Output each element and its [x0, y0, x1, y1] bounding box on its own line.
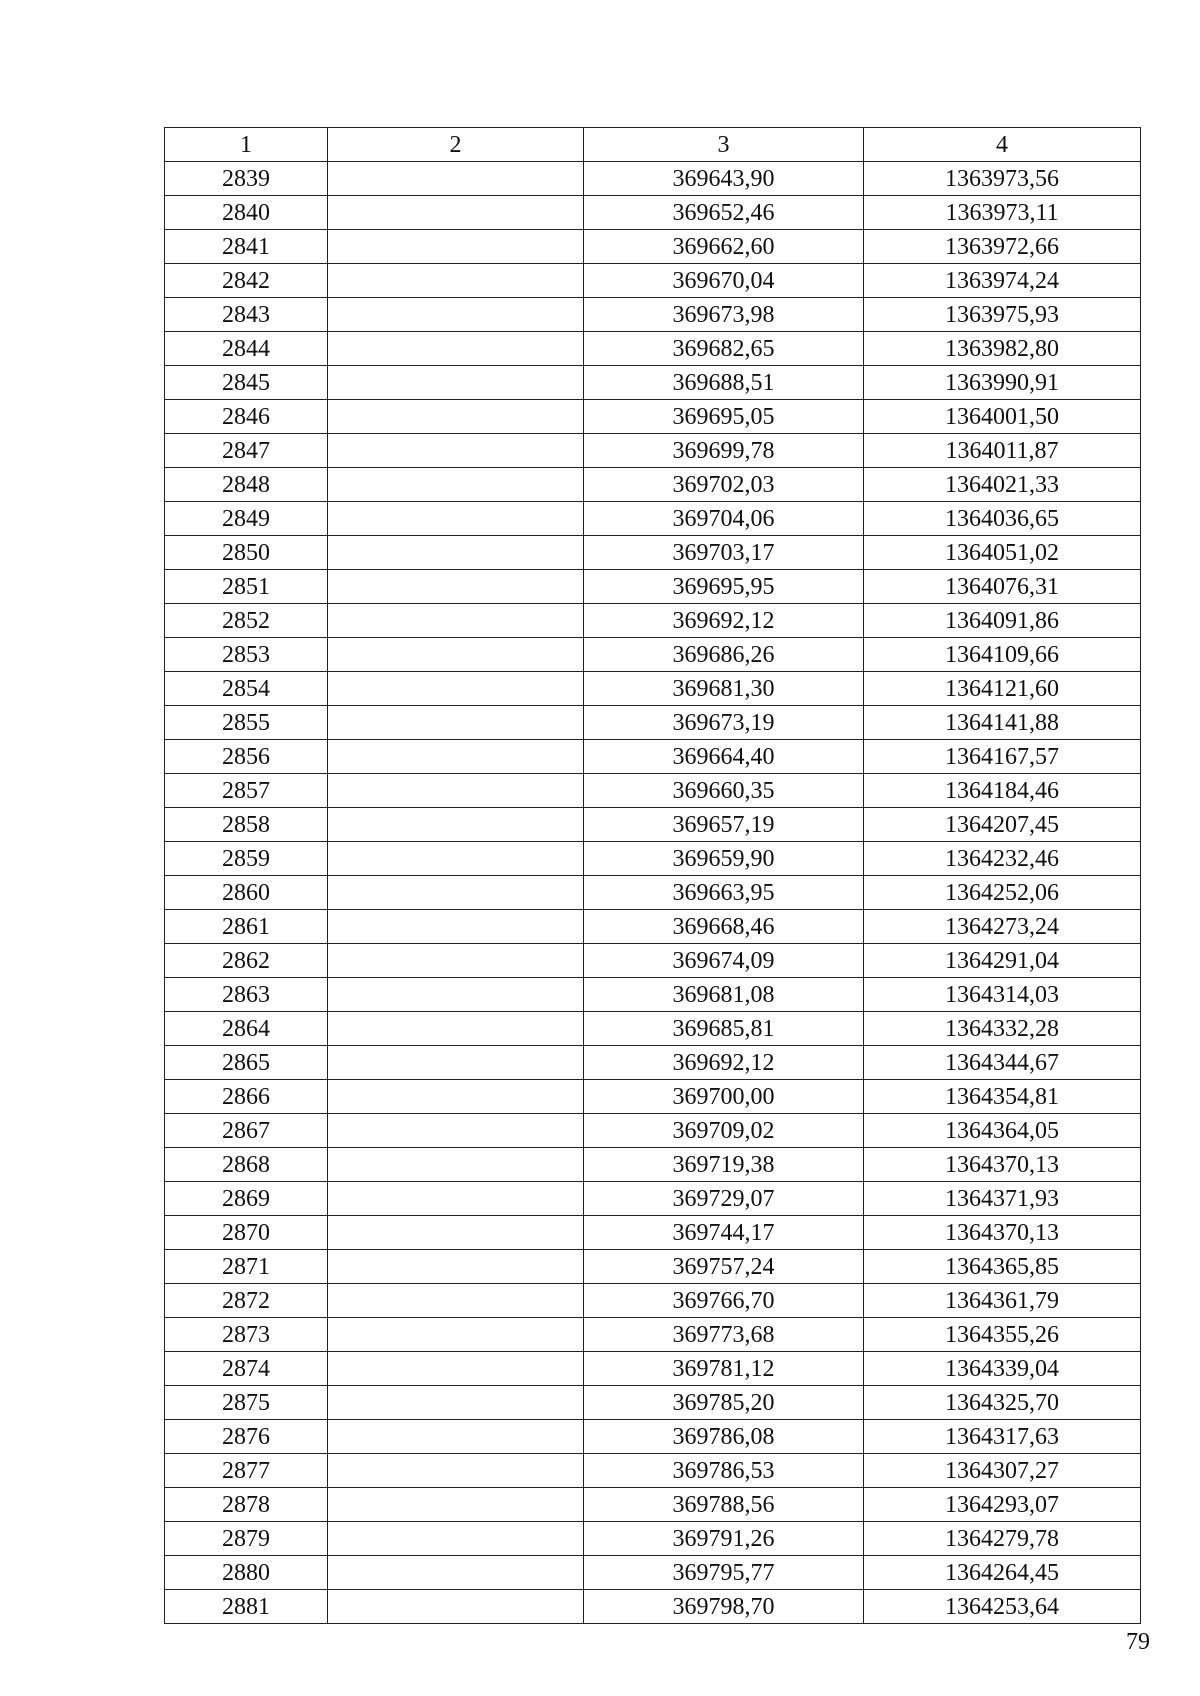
cell-point-number: 2850 — [165, 536, 328, 570]
cell-description — [328, 400, 584, 434]
table-row — [165, 196, 1141, 230]
table-row — [165, 1488, 1141, 1522]
table-row — [165, 366, 1141, 400]
cell-description — [328, 910, 584, 944]
cell-x-coordinate: 369757,24 — [584, 1250, 864, 1284]
cell-x-coordinate: 369700,00 — [584, 1080, 864, 1114]
cell-y-coordinate: 1364109,66 — [864, 638, 1141, 672]
cell-description — [328, 434, 584, 468]
table-row — [165, 672, 1141, 706]
cell-point-number: 2843 — [165, 298, 328, 332]
cell-x-coordinate: 369688,51 — [584, 366, 864, 400]
table-row — [165, 1318, 1141, 1352]
cell-y-coordinate: 1364279,78 — [864, 1522, 1141, 1556]
cell-y-coordinate: 1363982,80 — [864, 332, 1141, 366]
cell-description — [328, 638, 584, 672]
table-row — [165, 706, 1141, 740]
cell-description — [328, 944, 584, 978]
table-row — [165, 502, 1141, 536]
cell-description — [328, 366, 584, 400]
cell-point-number: 2847 — [165, 434, 328, 468]
table-row — [165, 1148, 1141, 1182]
cell-y-coordinate: 1364344,67 — [864, 1046, 1141, 1080]
cell-x-coordinate: 369704,06 — [584, 502, 864, 536]
table-body — [165, 162, 1141, 1624]
table-row — [165, 434, 1141, 468]
table-row — [165, 740, 1141, 774]
cell-x-coordinate: 369686,26 — [584, 638, 864, 672]
table-header-row — [165, 128, 1141, 162]
cell-description — [328, 1250, 584, 1284]
cell-description — [328, 1488, 584, 1522]
cell-point-number: 2854 — [165, 672, 328, 706]
cell-point-number: 2881 — [165, 1590, 328, 1624]
cell-point-number: 2876 — [165, 1420, 328, 1454]
cell-x-coordinate: 369682,65 — [584, 332, 864, 366]
cell-point-number: 2844 — [165, 332, 328, 366]
cell-x-coordinate: 369773,68 — [584, 1318, 864, 1352]
cell-y-coordinate: 1364036,65 — [864, 502, 1141, 536]
cell-point-number: 2879 — [165, 1522, 328, 1556]
cell-y-coordinate: 1363973,11 — [864, 196, 1141, 230]
cell-y-coordinate: 1364167,57 — [864, 740, 1141, 774]
cell-point-number: 2869 — [165, 1182, 328, 1216]
cell-description — [328, 162, 584, 196]
cell-point-number: 2871 — [165, 1250, 328, 1284]
cell-point-number: 2839 — [165, 162, 328, 196]
cell-description — [328, 1046, 584, 1080]
table-row — [165, 1250, 1141, 1284]
cell-description — [328, 1284, 584, 1318]
table-row — [165, 842, 1141, 876]
cell-point-number: 2859 — [165, 842, 328, 876]
header-col-2: 2 — [328, 128, 584, 162]
cell-y-coordinate: 1364091,86 — [864, 604, 1141, 638]
header-col-4: 4 — [864, 128, 1141, 162]
cell-description — [328, 842, 584, 876]
table-row — [165, 1114, 1141, 1148]
cell-point-number: 2840 — [165, 196, 328, 230]
cell-y-coordinate: 1363974,24 — [864, 264, 1141, 298]
cell-description — [328, 196, 584, 230]
cell-point-number: 2865 — [165, 1046, 328, 1080]
cell-description — [328, 332, 584, 366]
table-row — [165, 1454, 1141, 1488]
cell-point-number: 2845 — [165, 366, 328, 400]
page-number: 79 — [1126, 1629, 1150, 1655]
cell-x-coordinate: 369673,19 — [584, 706, 864, 740]
table-row — [165, 230, 1141, 264]
cell-description — [328, 502, 584, 536]
cell-x-coordinate: 369798,70 — [584, 1590, 864, 1624]
cell-y-coordinate: 1364355,26 — [864, 1318, 1141, 1352]
cell-description — [328, 1114, 584, 1148]
table-row — [165, 1590, 1141, 1624]
table-row — [165, 808, 1141, 842]
cell-x-coordinate: 369744,17 — [584, 1216, 864, 1250]
cell-description — [328, 1556, 584, 1590]
table-row — [165, 468, 1141, 502]
cell-x-coordinate: 369695,95 — [584, 570, 864, 604]
cell-x-coordinate: 369788,56 — [584, 1488, 864, 1522]
cell-point-number: 2866 — [165, 1080, 328, 1114]
cell-x-coordinate: 369795,77 — [584, 1556, 864, 1590]
cell-y-coordinate: 1364325,70 — [864, 1386, 1141, 1420]
cell-x-coordinate: 369786,08 — [584, 1420, 864, 1454]
cell-point-number: 2864 — [165, 1012, 328, 1046]
cell-y-coordinate: 1364273,24 — [864, 910, 1141, 944]
cell-y-coordinate: 1364339,04 — [864, 1352, 1141, 1386]
cell-description — [328, 1080, 584, 1114]
cell-description — [328, 808, 584, 842]
cell-description — [328, 1590, 584, 1624]
cell-y-coordinate: 1364370,13 — [864, 1216, 1141, 1250]
cell-x-coordinate: 369660,35 — [584, 774, 864, 808]
cell-description — [328, 1182, 584, 1216]
cell-description — [328, 468, 584, 502]
cell-description — [328, 876, 584, 910]
header-col-1: 1 — [165, 128, 328, 162]
cell-y-coordinate: 1364361,79 — [864, 1284, 1141, 1318]
cell-x-coordinate: 369670,04 — [584, 264, 864, 298]
cell-y-coordinate: 1364141,88 — [864, 706, 1141, 740]
cell-x-coordinate: 369681,30 — [584, 672, 864, 706]
table-row — [165, 978, 1141, 1012]
cell-description — [328, 1386, 584, 1420]
cell-point-number: 2853 — [165, 638, 328, 672]
cell-description — [328, 264, 584, 298]
cell-x-coordinate: 369781,12 — [584, 1352, 864, 1386]
table-row — [165, 1420, 1141, 1454]
cell-x-coordinate: 369673,98 — [584, 298, 864, 332]
cell-x-coordinate: 369695,05 — [584, 400, 864, 434]
cell-description — [328, 298, 584, 332]
table-row — [165, 1386, 1141, 1420]
cell-point-number: 2851 — [165, 570, 328, 604]
cell-point-number: 2872 — [165, 1284, 328, 1318]
table-row — [165, 1522, 1141, 1556]
cell-y-coordinate: 1364354,81 — [864, 1080, 1141, 1114]
cell-y-coordinate: 1364051,02 — [864, 536, 1141, 570]
cell-point-number: 2841 — [165, 230, 328, 264]
cell-description — [328, 1318, 584, 1352]
cell-point-number: 2852 — [165, 604, 328, 638]
cell-x-coordinate: 369692,12 — [584, 1046, 864, 1080]
table-row — [165, 1046, 1141, 1080]
table-row — [165, 604, 1141, 638]
table-row — [165, 910, 1141, 944]
cell-point-number: 2857 — [165, 774, 328, 808]
cell-y-coordinate: 1364291,04 — [864, 944, 1141, 978]
cell-x-coordinate: 369685,81 — [584, 1012, 864, 1046]
cell-description — [328, 1522, 584, 1556]
cell-point-number: 2867 — [165, 1114, 328, 1148]
cell-y-coordinate: 1363975,93 — [864, 298, 1141, 332]
table-row — [165, 570, 1141, 604]
table-row — [165, 1556, 1141, 1590]
cell-point-number: 2860 — [165, 876, 328, 910]
cell-x-coordinate: 369674,09 — [584, 944, 864, 978]
cell-y-coordinate: 1364184,46 — [864, 774, 1141, 808]
table-row — [165, 536, 1141, 570]
table-row — [165, 1182, 1141, 1216]
cell-y-coordinate: 1364293,07 — [864, 1488, 1141, 1522]
cell-point-number: 2873 — [165, 1318, 328, 1352]
cell-point-number: 2848 — [165, 468, 328, 502]
cell-y-coordinate: 1364232,46 — [864, 842, 1141, 876]
cell-y-coordinate: 1364076,31 — [864, 570, 1141, 604]
cell-point-number: 2856 — [165, 740, 328, 774]
table-row — [165, 1080, 1141, 1114]
cell-x-coordinate: 369652,46 — [584, 196, 864, 230]
table-row — [165, 1352, 1141, 1386]
cell-x-coordinate: 369719,38 — [584, 1148, 864, 1182]
table-row — [165, 638, 1141, 672]
table-row — [165, 876, 1141, 910]
cell-y-coordinate: 1364253,64 — [864, 1590, 1141, 1624]
cell-y-coordinate: 1364001,50 — [864, 400, 1141, 434]
cell-x-coordinate: 369766,70 — [584, 1284, 864, 1318]
cell-x-coordinate: 369709,02 — [584, 1114, 864, 1148]
cell-y-coordinate: 1363972,66 — [864, 230, 1141, 264]
cell-point-number: 2870 — [165, 1216, 328, 1250]
cell-description — [328, 1454, 584, 1488]
cell-description — [328, 774, 584, 808]
table-row — [165, 162, 1141, 196]
cell-y-coordinate: 1364317,63 — [864, 1420, 1141, 1454]
table-row — [165, 264, 1141, 298]
cell-point-number: 2858 — [165, 808, 328, 842]
cell-point-number: 2842 — [165, 264, 328, 298]
cell-x-coordinate: 369791,26 — [584, 1522, 864, 1556]
cell-description — [328, 1352, 584, 1386]
cell-point-number: 2846 — [165, 400, 328, 434]
cell-point-number: 2862 — [165, 944, 328, 978]
cell-y-coordinate: 1364332,28 — [864, 1012, 1141, 1046]
cell-y-coordinate: 1364252,06 — [864, 876, 1141, 910]
cell-description — [328, 672, 584, 706]
cell-point-number: 2874 — [165, 1352, 328, 1386]
cell-description — [328, 604, 584, 638]
cell-x-coordinate: 369699,78 — [584, 434, 864, 468]
cell-y-coordinate: 1364307,27 — [864, 1454, 1141, 1488]
cell-y-coordinate: 1363973,56 — [864, 162, 1141, 196]
cell-point-number: 2877 — [165, 1454, 328, 1488]
table-row — [165, 1216, 1141, 1250]
cell-description — [328, 978, 584, 1012]
cell-description — [328, 1148, 584, 1182]
cell-y-coordinate: 1364121,60 — [864, 672, 1141, 706]
cell-point-number: 2875 — [165, 1386, 328, 1420]
cell-y-coordinate: 1364207,45 — [864, 808, 1141, 842]
cell-y-coordinate: 1363990,91 — [864, 366, 1141, 400]
cell-y-coordinate: 1364314,03 — [864, 978, 1141, 1012]
table-row — [165, 944, 1141, 978]
cell-description — [328, 230, 584, 264]
cell-x-coordinate: 369692,12 — [584, 604, 864, 638]
cell-x-coordinate: 369643,90 — [584, 162, 864, 196]
cell-y-coordinate: 1364365,85 — [864, 1250, 1141, 1284]
cell-y-coordinate: 1364264,45 — [864, 1556, 1141, 1590]
cell-description — [328, 570, 584, 604]
cell-y-coordinate: 1364364,05 — [864, 1114, 1141, 1148]
cell-x-coordinate: 369681,08 — [584, 978, 864, 1012]
coordinates-table — [164, 127, 1141, 1624]
cell-y-coordinate: 1364370,13 — [864, 1148, 1141, 1182]
table-row — [165, 332, 1141, 366]
cell-x-coordinate: 369657,19 — [584, 808, 864, 842]
cell-point-number: 2880 — [165, 1556, 328, 1590]
cell-y-coordinate: 1364371,93 — [864, 1182, 1141, 1216]
cell-x-coordinate: 369664,40 — [584, 740, 864, 774]
cell-x-coordinate: 369703,17 — [584, 536, 864, 570]
cell-x-coordinate: 369663,95 — [584, 876, 864, 910]
cell-point-number: 2855 — [165, 706, 328, 740]
cell-y-coordinate: 1364011,87 — [864, 434, 1141, 468]
table-row — [165, 1284, 1141, 1318]
table-row — [165, 400, 1141, 434]
cell-description — [328, 1420, 584, 1454]
cell-description — [328, 536, 584, 570]
cell-point-number: 2861 — [165, 910, 328, 944]
cell-description — [328, 706, 584, 740]
cell-description — [328, 1216, 584, 1250]
cell-x-coordinate: 369786,53 — [584, 1454, 864, 1488]
cell-description — [328, 1012, 584, 1046]
table-row — [165, 774, 1141, 808]
cell-x-coordinate: 369729,07 — [584, 1182, 864, 1216]
cell-x-coordinate: 369662,60 — [584, 230, 864, 264]
cell-y-coordinate: 1364021,33 — [864, 468, 1141, 502]
cell-description — [328, 740, 584, 774]
cell-point-number: 2868 — [165, 1148, 328, 1182]
cell-point-number: 2878 — [165, 1488, 328, 1522]
table-row — [165, 1012, 1141, 1046]
cell-x-coordinate: 369702,03 — [584, 468, 864, 502]
cell-point-number: 2863 — [165, 978, 328, 1012]
cell-x-coordinate: 369659,90 — [584, 842, 864, 876]
cell-x-coordinate: 369668,46 — [584, 910, 864, 944]
header-col-3: 3 — [584, 128, 864, 162]
cell-x-coordinate: 369785,20 — [584, 1386, 864, 1420]
cell-point-number: 2849 — [165, 502, 328, 536]
table-row — [165, 298, 1141, 332]
